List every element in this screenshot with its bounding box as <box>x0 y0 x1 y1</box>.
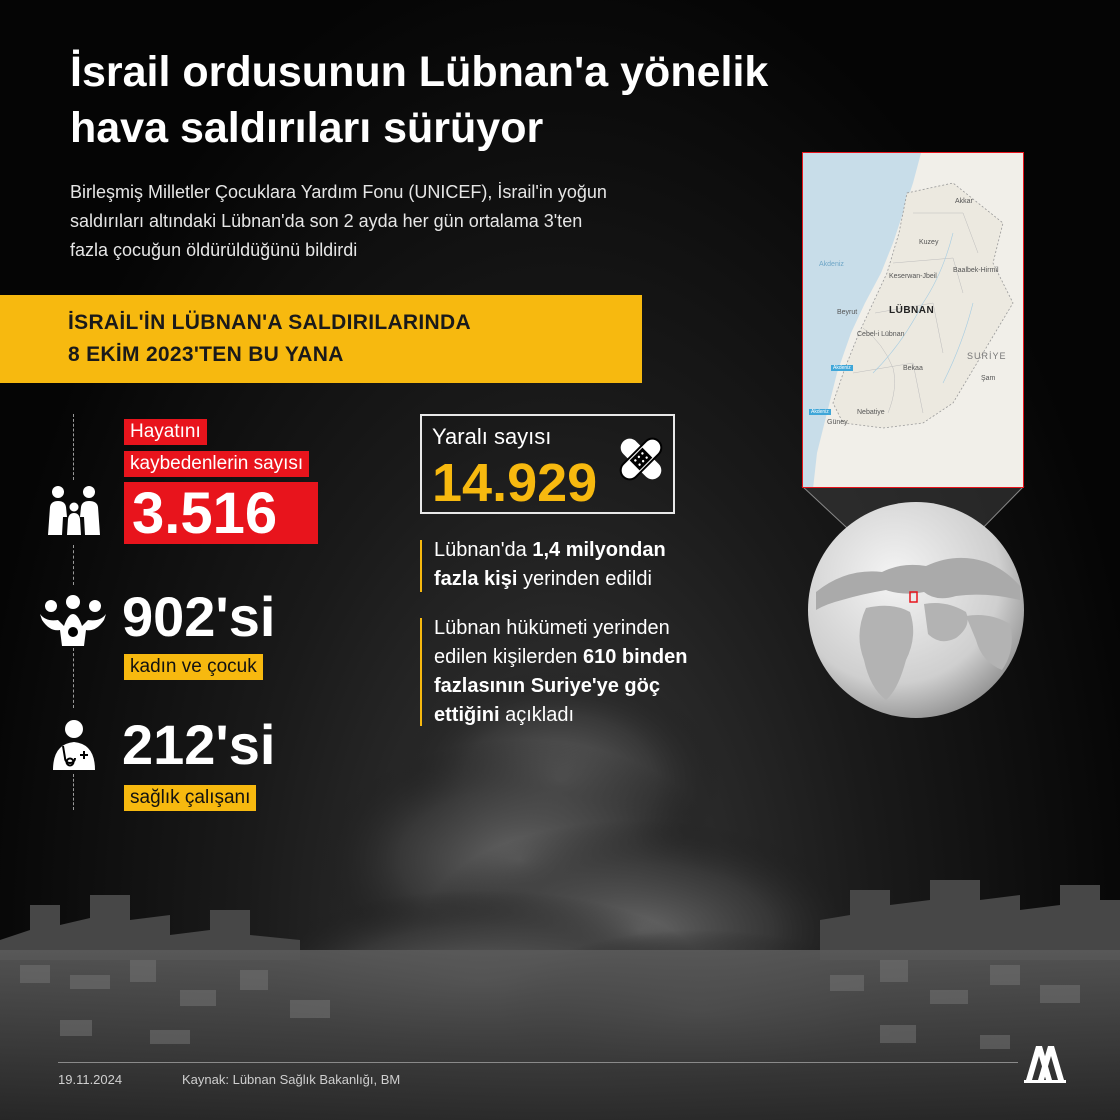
headline <box>70 44 930 156</box>
lead-paragraph <box>70 178 760 265</box>
text-bold: fazla kişi <box>434 568 518 590</box>
map-label: Baalbek-Hirmil <box>953 267 999 274</box>
banner-line-1: İSRAİL'İN LÜBNAN'A SALDIRILARINDA <box>68 311 471 334</box>
connector-line <box>73 648 74 708</box>
connector-line <box>73 545 74 585</box>
map-label: Bekaa <box>903 365 923 372</box>
map-terrain <box>803 153 1024 488</box>
text-span: açıkladı <box>499 704 575 726</box>
map-country-label: LÜBNAN <box>889 305 935 316</box>
globe-icon <box>806 500 1026 720</box>
text-line: Lübnan hükümeti yerinden <box>434 617 670 639</box>
health-workers-value: 212'si <box>122 713 276 776</box>
map-label: Akkar <box>955 198 973 205</box>
deaths-value: 3.516 <box>132 481 278 546</box>
health-workers-label: sağlık çalışanı <box>124 785 256 811</box>
banner-line-2: 8 EKİM 2023'TEN BU YANA <box>68 343 344 366</box>
text-span: edilen kişilerden <box>434 646 583 668</box>
lead-line-3: fazla çocuğun öldürüldüğünü bildirdi <box>70 240 358 260</box>
deaths-label-line-1: Hayatını <box>124 419 207 445</box>
lebanon-map <box>802 152 1024 488</box>
section-banner <box>0 295 642 383</box>
footer-source: Kaynak: Lübnan Sağlık Bakanlığı, BM <box>182 1072 401 1087</box>
text-bold: 610 binden <box>582 646 688 668</box>
map-label: Kuzey <box>919 239 939 246</box>
map-label: Şam <box>981 375 996 382</box>
headline-line-1: İsrail ordusunun Lübnan'a yönelik <box>70 48 769 96</box>
map-label: Beyrut <box>837 309 858 316</box>
injured-label: Yaralı sayısı <box>432 424 552 449</box>
text-span: yerinden edildi <box>517 568 652 590</box>
text-bold: 1,4 milyondan <box>532 539 666 561</box>
map-neighbor-label: SURİYE <box>967 351 1007 361</box>
map-label: Nebatiye <box>857 409 885 416</box>
accent-bar <box>420 618 422 726</box>
map-sea-label: Akdeniz <box>833 365 851 371</box>
headline-line-2: hava saldırıları sürüyor <box>70 104 544 152</box>
deaths-label-line-2: kaybedenlerin sayısı <box>124 451 309 477</box>
map-label: Cebel-i Lübnan <box>857 331 905 338</box>
text-bold: ettiğini <box>434 704 500 726</box>
map-sea-label: Akdeniz <box>811 409 829 415</box>
footer-divider <box>58 1062 1018 1063</box>
women-children-value: 902'si <box>122 585 276 648</box>
displacement-paragraph-1 <box>434 536 734 594</box>
bandage-icon <box>612 430 670 488</box>
connector-line <box>73 414 74 480</box>
lead-line-2: saldırıları altındaki Lübnan'da son 2 ayda her gün ortalama 3'ten <box>70 211 583 231</box>
aa-logo <box>1022 1040 1066 1084</box>
connector-line <box>73 774 74 810</box>
text-span: Lübnan'da <box>434 539 533 561</box>
map-sea-name: Akdeniz <box>819 261 844 268</box>
deaths-value-box <box>124 482 318 544</box>
footer-date: 19.11.2024 <box>58 1072 123 1087</box>
injured-value: 14.929 <box>432 453 598 513</box>
women-children-label: kadın ve çocuk <box>124 654 263 680</box>
lead-line-1: Birleşmiş Milletler Çocuklara Yardım Fonu (UNICEF), İsrail'in yoğun <box>70 182 607 202</box>
family-icon <box>45 483 103 539</box>
health-worker-icon <box>50 718 98 772</box>
woman-child-icon <box>38 592 108 648</box>
map-label: Keserwan-Jbeil <box>889 273 937 280</box>
map-label: Güney <box>827 419 848 426</box>
accent-bar <box>420 540 422 592</box>
displacement-paragraph-2 <box>434 614 754 730</box>
text-bold: fazlasının Suriye'ye göç <box>434 675 660 697</box>
